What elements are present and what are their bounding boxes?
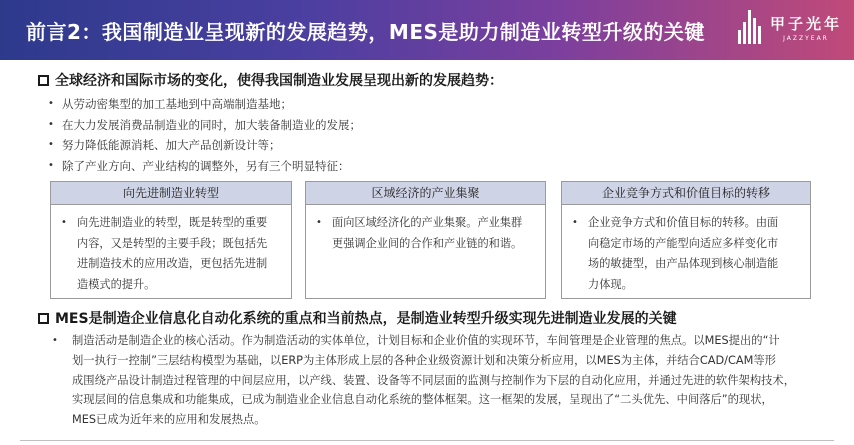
trend-list: [48, 96, 361, 178]
list-item: • 努力降低能源消耗、加大产品创新设计等；: [48, 138, 281, 152]
title-banner: [0, 0, 854, 60]
feature-card-advanced-manufacturing: 向先进制造业转型 • 向先进制造业的转型，既是转型的重要 内容，又是转型的主要手段；既包括先 进制造技术的应用改造，更包括先进制 造模式的提升。: [50, 181, 292, 299]
list-item: • 在大力发展消费品制造业的同时，加大装备制造业的发展；: [48, 117, 361, 132]
card-title: 企业竞争方式和价值目标的转移: [562, 182, 810, 205]
feature-card-industrial-cluster: 区域经济的产业集聚 • 面向区域经济化的产业集聚。产业集群 更强调企业间的合作和产业链的和谐。: [305, 181, 546, 299]
section1-heading-text: 全球经济和国际市场的变化，使得我国制造业发展呈现出新的发展趋势：: [55, 73, 503, 89]
card-title: 向先进制造业转型: [51, 182, 291, 205]
section2-heading-text: MES是制造企业信息化自动化系统的重点和当前热点，是制造业转型升级实现先进制造业发展的关键: [55, 311, 677, 327]
card-text: 面向区域经济化的产业集聚。产业集群 更强调企业间的合作和产业链的和谐。: [332, 216, 523, 250]
feature-card-competition-shift: 企业竞争方式和价值目标的转移 • 企业竞争方式和价值目标的转移。由面 向稳定市场的产能型向适应多样变化市 场的敏捷型，由产品体现到核心制造能 力体现。: [561, 181, 811, 299]
square-bullet-icon: [38, 75, 49, 86]
card-text: 企业竞争方式和价值目标的转移。由面 向稳定市场的产能型向适应多样变化市 场的敏捷型，由产品体现到核心制造能 力体现。: [588, 216, 779, 291]
mes-paragraph: • 制造活动是制造企业的核心活动。作为制造活动的实体单位，计划目标和企业价值的实现环节，车间管理是企业管理的焦点。以MES提出的“计 划一执行一控制”三层结构模型为基础，以ERP为主体形成上层的各种企业级资源计划和决策分析应用，以MES为主体，并结合CAD/CAM等形 成围绕产品设计制造过程管理的中间层应用，以产线、装置、设备等不同层面的监测与控制作为下层的自动化应用，并通过先进的软件架构技术， 实现层间的信息集成和功能集成，已成为制造业企业信息自动化系统的整体框架。这一框架的发展，呈现出了“二头优先、中间落后”的现状， MES已成为近年来的应用和发展热点。: [52, 334, 796, 427]
footer-divider: [20, 440, 834, 441]
brand-logo: [738, 10, 842, 44]
list-item: • 从劳动密集型的加工基地到中高端制造基地；: [48, 97, 292, 111]
section2-heading: [38, 308, 677, 328]
section1-heading: [38, 70, 503, 90]
logo-subtitle: JAZZYEAR: [783, 34, 829, 42]
logo-bars-icon: [738, 10, 764, 44]
card-title: 区域经济的产业集聚: [306, 182, 545, 205]
page-title: 前言2：我国制造业呈现新的发展趋势，MES是助力制造业转型升级的关键: [26, 19, 705, 44]
list-item: • 除了产业方向、产业结构的调整外，另有三个明显特征：: [48, 158, 350, 173]
square-bullet-icon: [38, 313, 49, 324]
logo-name: 甲子光年: [769, 14, 842, 33]
card-text: 向先进制造业的转型，既是转型的重要 内容，又是转型的主要手段；既包括先 进制造技术的应用改造，更包括先进制 造模式的提升。: [77, 216, 268, 291]
